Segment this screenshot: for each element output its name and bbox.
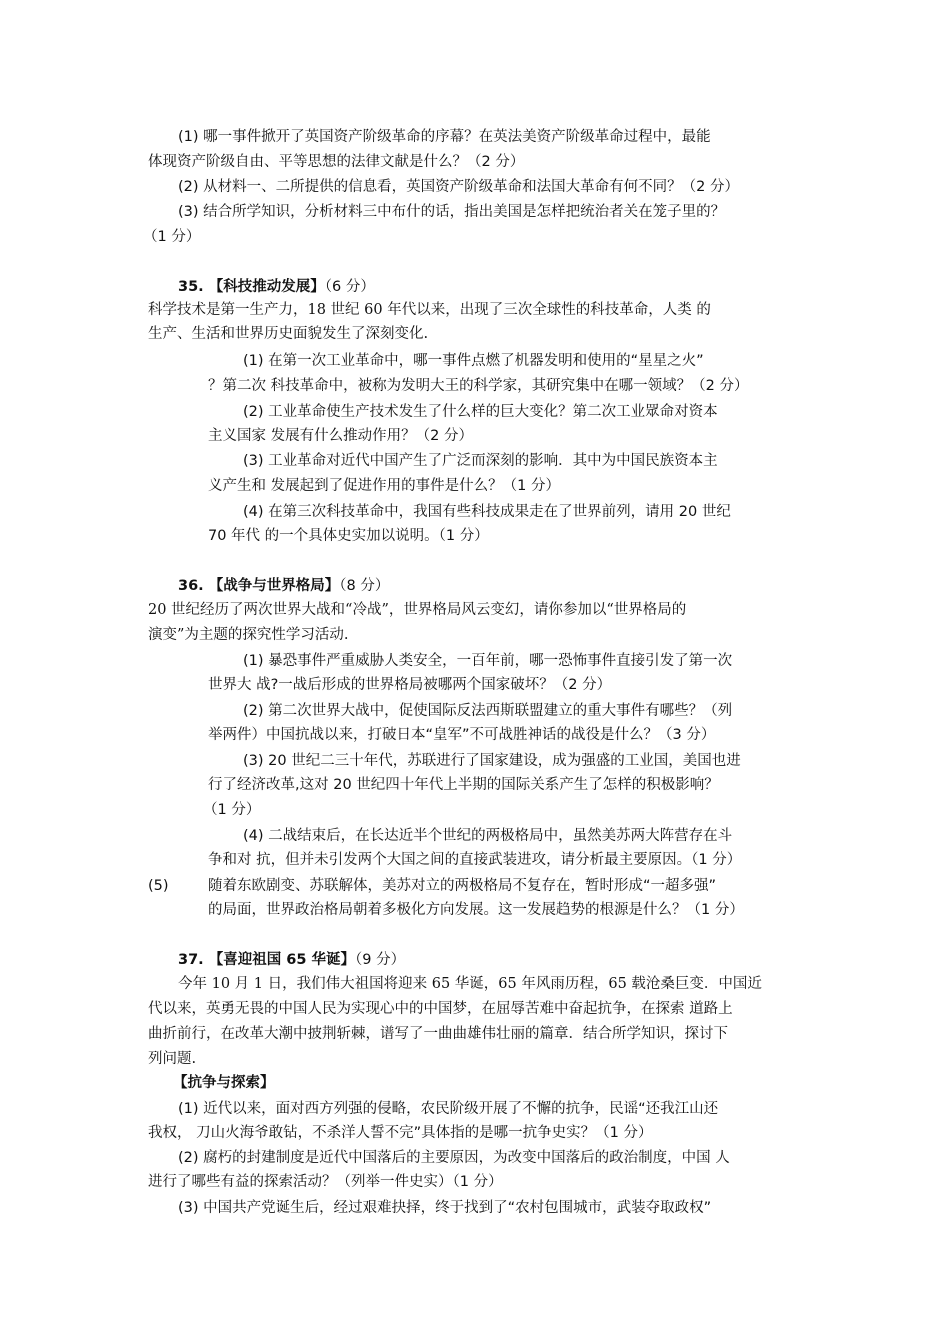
q35-score: （6 分） xyxy=(324,279,375,295)
q37-score: （9 分） xyxy=(355,952,406,968)
q34-item2: (2) 从材料一、二所提供的信息看，英国资产阶级革命和法国大革命有何不同？（2 分） xyxy=(178,179,739,195)
q36-item2-line2: 举两件）中国抗战以来，打破日本“皇军”不可战胜神话的战役是什么？（3 分） xyxy=(208,727,716,743)
q35-item3-line2: 义产生和 发展起到了促进作用的事件是什么？（1 分） xyxy=(208,478,560,494)
q35-intro-line2: 生产、生活和世界历史面貌发生了深刻变化. xyxy=(148,326,429,342)
q34-item3-line2: （1 分） xyxy=(143,229,201,245)
q37-heading xyxy=(178,950,405,970)
q36-intro-line2: 演变”为主题的探究性学习活动. xyxy=(148,627,349,643)
q37-item2-line2: 进行了哪些有益的探索活动？（列举一件史实）（1 分） xyxy=(148,1174,503,1190)
q36-intro-line1: 20 世纪经历了两次世界大战和“冷战”，世界格局风云变幻，请你参加以“世界格局的 xyxy=(148,602,687,618)
q36-heading xyxy=(178,576,389,596)
q37-subheading: 【抗争与探索】 xyxy=(173,1075,275,1091)
q36-item3-line2: 行了经济改革,这对 20 世纪四十年代上半期的国际关系产生了怎样的积极影响？ xyxy=(208,777,719,793)
q36-score: （8 分） xyxy=(339,578,390,594)
q37-intro-line2: 代以来，英勇无畏的中国人民为实现心中的中国梦，在屈辱苦难中奋起抗争，在探索 道路上 xyxy=(148,1001,733,1017)
q35-item4-line1: (4) 在第三次科技革命中，我国有些科技成果走在了世界前列，请用 20 世纪 xyxy=(243,504,731,520)
q36-item5-number: (5) xyxy=(148,878,169,894)
q35-intro-line1: 科学技术是第一生产力，18 世纪 60 年代以来，出现了三次全球性的科技革命，人类 的 xyxy=(148,302,711,318)
q37-item1-line1: (1) 近代以来，面对西方列强的侵略，农民阶级开展了不懈的抗争，民谣“还我江山还 xyxy=(178,1101,719,1117)
q36-item1-line2: 世界大 战?一战后形成的世界格局被哪两个国家破坏？（2 分） xyxy=(208,677,612,693)
q35-item2-line2: 主义国家 发展有什么推动作用？（2 分） xyxy=(208,428,473,444)
q36-item3-line3: （1 分） xyxy=(203,802,261,818)
q37-intro-line4: 列问题. xyxy=(148,1051,197,1067)
q34-item1-line1: (1) 哪一事件掀开了英国资产阶级革命的序幕？在英法美资产阶级革命过程中，最能 xyxy=(178,129,711,145)
q34-item3-line1: (3) 结合所学知识，分析材料三中布什的话，指出美国是怎样把统治者关在笼子里的？ xyxy=(178,204,726,220)
q37-title: 37. 【喜迎祖国 65 华诞】 xyxy=(178,952,356,968)
q36-title: 36. 【战争与世界格局】 xyxy=(178,578,340,594)
q36-item4-line2: 争和对 抗，但并未引发两个大国之间的直接武装进攻，请分析最主要原因。（1 分） xyxy=(208,852,742,868)
q37-intro-line1: 今年 10 月 1 日，我们伟大祖国将迎来 65 华诞，65 年风雨历程，65 载沧桑巨变．中国近 xyxy=(178,976,762,992)
q37-item2-line1: (2) 腐朽的封建制度是近代中国落后的主要原因，为改变中国落后的政治制度，中国 人 xyxy=(178,1150,730,1166)
q35-item1-line2: ？第二次 科技革命中，被称为发明大王的科学家，其研究集中在哪一领域？（2 分） xyxy=(208,378,749,394)
q35-item1-line1: (1) 在第一次工业革命中，哪一事件点燃了机器发明和使用的“星星之火” xyxy=(243,353,704,369)
q36-item5-line1: 随着东欧剧变、苏联解体，美苏对立的两极格局不复存在，暂时形成“一超多强” xyxy=(208,878,717,894)
q37-item3-line1: (3) 中国共产党诞生后，经过艰难抉择，终于找到了“农村包围城市，武装夺取政权” xyxy=(178,1200,712,1216)
q37-item1-line2: 我权， 刀山火海爷敢钻，不杀洋人誓不完”具体指的是哪一抗争史实？（1 分） xyxy=(148,1125,653,1141)
q35-item3-line1: (3) 工业革命对近代中国产生了广泛而深刻的影响．其中为中国民族资本主 xyxy=(243,453,718,469)
q36-item2-line1: (2) 第二次世界大战中，促使国际反法西斯联盟建立的重大事件有哪些？（列 xyxy=(243,703,733,719)
q36-item1-line1: (1) 暴恐事件严重威胁人类安全，一百年前，哪一恐怖事件直接引发了第一次 xyxy=(243,653,733,669)
q36-item5-line2: 的局面，世界政治格局朝着多极化方向发展。这一发展趋势的根源是什么？（1 分） xyxy=(208,902,744,918)
q37-intro-line3: 曲折前行，在改革大潮中披荆斩棘，谱写了一曲曲雄伟壮丽的篇章．结合所学知识，探讨下 xyxy=(148,1026,728,1042)
q35-title: 35. 【科技推动发展】 xyxy=(178,279,325,295)
q35-heading xyxy=(178,277,375,297)
q36-item3-line1: (3) 20 世纪二三十年代，苏联进行了国家建设，成为强盛的工业国，美国也进 xyxy=(243,753,741,769)
q36-item4-line1: (4) 二战结束后，在长达近半个世纪的两极格局中，虽然美苏两大阵营存在斗 xyxy=(243,828,733,844)
q35-item2-line1: (2) 工业革命使生产技术发生了什么样的巨大变化？第二次工业眾命对资本 xyxy=(243,404,718,420)
q34-item1-line2: 体现资产阶级自由、平等思想的法律文献是什么？（2 分） xyxy=(148,154,525,170)
q35-item4-line2: 70 年代 的一个具体史实加以说明。（1 分） xyxy=(208,528,489,544)
